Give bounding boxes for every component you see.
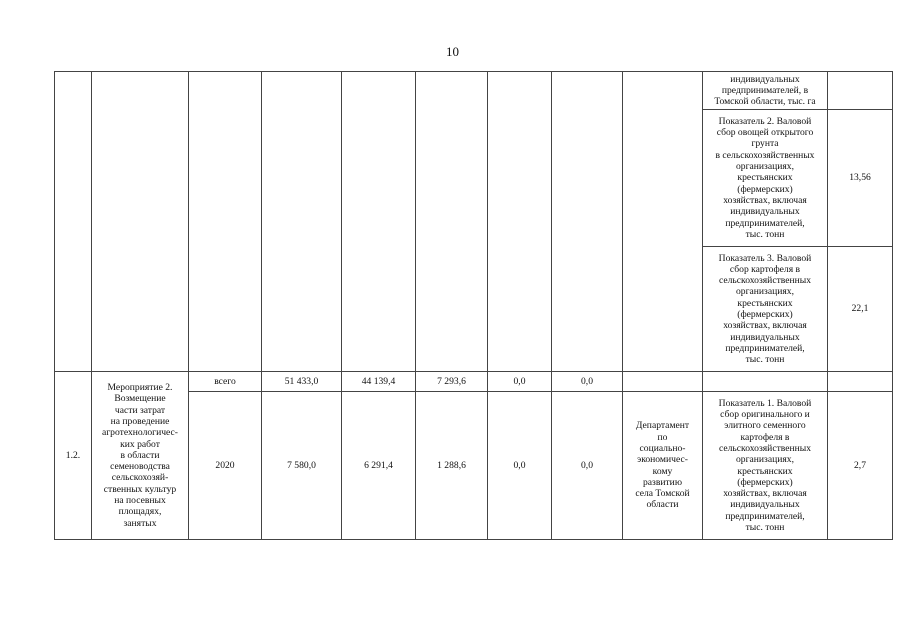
value-cell — [828, 72, 893, 110]
table-cell — [92, 72, 189, 372]
amount-cell: 0,0 — [552, 392, 623, 540]
amount-cell: 0,0 — [488, 392, 552, 540]
value-cell: 13,56 — [828, 110, 893, 247]
indicator-cell: Показатель 3. Валовой сбор картофеля в сельскохозяйственных организациях, крестьянских (фермерских) хозяйствах, включая индивидуальных предпринимателей, тыс. тонн — [703, 247, 828, 372]
table-cell — [488, 72, 552, 372]
table-cell — [828, 372, 893, 392]
table-cell — [416, 72, 488, 372]
table-row — [55, 72, 893, 110]
page-number: 10 — [446, 44, 459, 59]
indicator-cell: Показатель 1. Валовой сбор оригинального и элитного семенного картофеля в сельскохозяйственных организациях, крестьянских (фермерских) хозяйствах, включая индивидуальных предпринимателей, тыс. тонн — [703, 392, 828, 540]
table-cell — [623, 72, 703, 372]
amount-cell: 0,0 — [552, 372, 623, 392]
executor-cell — [623, 392, 703, 540]
amount-cell: 51 433,0 — [262, 372, 342, 392]
table-cell — [55, 72, 92, 372]
measure-name-text: Мероприятие 2. Возмещение части затрат на проведение агротехнологичес- ких работ в области семеноводства сельскохозяй- ственных культур на посевных площадях, занятых — [101, 382, 178, 529]
period-cell: 2020 — [189, 392, 262, 540]
table-row — [55, 372, 893, 392]
table-cell — [189, 72, 262, 372]
measure-number: 1.2. — [55, 372, 92, 540]
executor-text: Департамент по социально- экономичес- кому развитию села Томской области — [635, 420, 690, 511]
amount-cell: 0,0 — [488, 372, 552, 392]
table-cell — [703, 372, 828, 392]
program-table — [54, 71, 893, 540]
amount-cell: 44 139,4 — [342, 372, 416, 392]
amount-cell: 7 580,0 — [262, 392, 342, 540]
value-cell: 2,7 — [828, 392, 893, 540]
indicator-cell: индивидуальных предпринимателей, в Томской области, тыс. га — [703, 72, 828, 110]
value-cell: 22,1 — [828, 247, 893, 372]
table-cell — [342, 72, 416, 372]
table-cell — [262, 72, 342, 372]
period-cell: всего — [189, 372, 262, 392]
table-cell — [623, 372, 703, 392]
table-cell — [552, 72, 623, 372]
indicator-cell: Показатель 2. Валовой сбор овощей открытого грунта в сельскохозяйственных организациях, крестьянских (фермерских) хозяйствах, включая индивидуальных предпринимателей, тыс. тонн — [703, 110, 828, 247]
measure-name — [92, 372, 189, 540]
amount-cell: 6 291,4 — [342, 392, 416, 540]
amount-cell: 1 288,6 — [416, 392, 488, 540]
amount-cell: 7 293,6 — [416, 372, 488, 392]
